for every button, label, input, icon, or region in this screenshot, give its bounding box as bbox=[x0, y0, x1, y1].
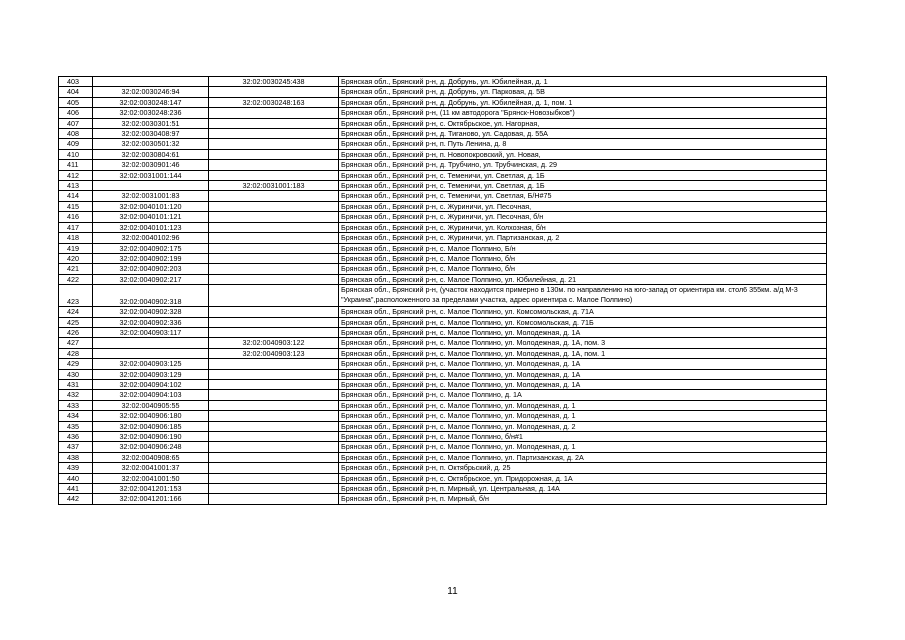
cadastral-number-2-cell bbox=[209, 484, 339, 494]
address-cell: Брянская обл., Брянский р-н, п. Новопокровский, ул. Новая, bbox=[339, 149, 827, 159]
address-cell: Брянская обл., Брянский р-н, с. Малое Полпино, б/н bbox=[339, 264, 827, 274]
address-cell: Брянская обл., Брянский р-н, с. Журиничи, ул. Колхозная, б/н bbox=[339, 222, 827, 232]
cadastral-number-2-cell: 32:02:0031001:183 bbox=[209, 181, 339, 191]
address-cell: Брянская обл., Брянский р-н, с. Малое Полпино, ул. Комсомольская, д. 71А bbox=[339, 307, 827, 317]
table-row bbox=[59, 307, 827, 317]
cadastral-number-2-cell bbox=[209, 390, 339, 400]
table-row bbox=[59, 338, 827, 348]
row-number-cell: 415 bbox=[59, 201, 93, 211]
cadastral-number-cell: 32:02:0030301:51 bbox=[93, 118, 209, 128]
cadastral-number-2-cell bbox=[209, 473, 339, 483]
row-number-cell: 432 bbox=[59, 390, 93, 400]
address-cell: Брянская обл., Брянский р-н, с. Малое Полпино, ул. Молодежная, д. 1А, пом. 1 bbox=[339, 348, 827, 358]
table-row bbox=[59, 432, 827, 442]
row-number-cell: 424 bbox=[59, 307, 93, 317]
cadastral-number-2-cell bbox=[209, 359, 339, 369]
cadastral-number-2-cell bbox=[209, 191, 339, 201]
cadastral-number-cell: 32:02:0041201:153 bbox=[93, 484, 209, 494]
cadastral-number-cell: 32:02:0040906:180 bbox=[93, 411, 209, 421]
address-cell: Брянская обл., Брянский р-н, п. Путь Ленина, д. 8 bbox=[339, 139, 827, 149]
cadastral-number-cell: 32:02:0031001:83 bbox=[93, 191, 209, 201]
address-cell: Брянская обл., Брянский р-н, п. Октябрьский, д. 25 bbox=[339, 463, 827, 473]
address-cell: Брянская обл., Брянский р-н, с. Теменичи, ул. Светлая, д. 1Б bbox=[339, 181, 827, 191]
address-cell: Брянская обл., Брянский р-н, с. Теменичи, ул. Светлая, д. 1Б bbox=[339, 170, 827, 180]
row-number-cell: 405 bbox=[59, 97, 93, 107]
cadastral-number-cell: 32:02:0040902:203 bbox=[93, 264, 209, 274]
address-cell: Брянская обл., Брянский р-н, с. Малое Полпино, ул. Молодежная, д. 1 bbox=[339, 411, 827, 421]
parcels-table bbox=[58, 76, 827, 505]
row-number-cell: 436 bbox=[59, 432, 93, 442]
table-row bbox=[59, 494, 827, 504]
cadastral-number-2-cell bbox=[209, 463, 339, 473]
cadastral-number-cell: 32:02:0030804:61 bbox=[93, 149, 209, 159]
row-number-cell: 437 bbox=[59, 442, 93, 452]
cadastral-number-2-cell bbox=[209, 264, 339, 274]
cadastral-number-cell: 32:02:0040908:65 bbox=[93, 452, 209, 462]
address-cell: Брянская обл., Брянский р-н, д. Добрунь, ул. Юбилейная, д. 1 bbox=[339, 77, 827, 87]
table-row bbox=[59, 243, 827, 253]
address-cell: Брянская обл., Брянский р-н, д. Добрунь, ул. Парковая, д. 5В bbox=[339, 87, 827, 97]
row-number-cell: 411 bbox=[59, 160, 93, 170]
cadastral-number-2-cell bbox=[209, 149, 339, 159]
address-cell: Брянская обл., Брянский р-н, с. Журиничи, ул. Партизанская, д. 2 bbox=[339, 233, 827, 243]
table-row bbox=[59, 264, 827, 274]
cadastral-number-cell: 32:02:0040101:121 bbox=[93, 212, 209, 222]
cadastral-number-cell: 32:02:0040903:117 bbox=[93, 327, 209, 337]
cadastral-number-2-cell bbox=[209, 274, 339, 284]
address-cell: Брянская обл., Брянский р-н, с. Октябрьское, ул. Нагорная, bbox=[339, 118, 827, 128]
table-row bbox=[59, 160, 827, 170]
cadastral-number-2-cell bbox=[209, 139, 339, 149]
address-cell: Брянская обл., Брянский р-н, д. Трубчино, ул. Трубчинская, д. 29 bbox=[339, 160, 827, 170]
cadastral-number-2-cell: 32:02:0040903:123 bbox=[209, 348, 339, 358]
table-row bbox=[59, 369, 827, 379]
address-cell: Брянская обл., Брянский р-н, с. Малое Полпино, д. 1А bbox=[339, 390, 827, 400]
cadastral-number-2-cell bbox=[209, 201, 339, 211]
cadastral-number-2-cell bbox=[209, 160, 339, 170]
cadastral-number-cell: 32:02:0040904:102 bbox=[93, 379, 209, 389]
cadastral-number-cell: 32:02:0040903:129 bbox=[93, 369, 209, 379]
table-row bbox=[59, 201, 827, 211]
address-cell: Брянская обл., Брянский р-н, с. Малое Полпино, ул. Молодежная, д. 1А bbox=[339, 369, 827, 379]
table-row bbox=[59, 473, 827, 483]
row-number-cell: 438 bbox=[59, 452, 93, 462]
address-cell: Брянская обл., Брянский р-н, с. Малое Полпино, Б/н bbox=[339, 243, 827, 253]
row-number-cell: 418 bbox=[59, 233, 93, 243]
row-number-cell: 434 bbox=[59, 411, 93, 421]
address-cell: Брянская обл., Брянский р-н, с. Малое Полпино, ул. Молодежная, д. 1А bbox=[339, 327, 827, 337]
cadastral-number-2-cell bbox=[209, 253, 339, 263]
row-number-cell: 421 bbox=[59, 264, 93, 274]
table-row bbox=[59, 253, 827, 263]
page-number: 11 bbox=[447, 586, 458, 597]
row-number-cell: 409 bbox=[59, 139, 93, 149]
cadastral-number-2-cell bbox=[209, 129, 339, 139]
cadastral-number-cell: 32:02:0040102:96 bbox=[93, 233, 209, 243]
cadastral-number-cell: 32:02:0041001:50 bbox=[93, 473, 209, 483]
cadastral-number-cell: 32:02:0030248:236 bbox=[93, 108, 209, 118]
address-cell: Брянская обл., Брянский р-н, с. Малое Полпино, ул. Юбилейная, д. 21 bbox=[339, 274, 827, 284]
address-cell: Брянская обл., Брянский р-н, с. Малое Полпино, ул. Молодежная, д. 2 bbox=[339, 421, 827, 431]
address-cell: Брянская обл., Брянский р-н, с. Малое Полпино, ул. Комсомольская, д. 71Б bbox=[339, 317, 827, 327]
cadastral-number-cell: 32:02:0040905:55 bbox=[93, 400, 209, 410]
row-number-cell: 439 bbox=[59, 463, 93, 473]
table-row bbox=[59, 149, 827, 159]
cadastral-number-2-cell bbox=[209, 307, 339, 317]
address-cell: Брянская обл., Брянский р-н, с. Малое Полпино, ул. Молодежная, д. 1А, пом. 3 bbox=[339, 338, 827, 348]
address-cell: Брянская обл., Брянский р-н, с. Малое Полпино, б/н#1 bbox=[339, 432, 827, 442]
row-number-cell: 441 bbox=[59, 484, 93, 494]
row-number-cell: 420 bbox=[59, 253, 93, 263]
table-row bbox=[59, 108, 827, 118]
row-number-cell: 403 bbox=[59, 77, 93, 87]
table-row bbox=[59, 129, 827, 139]
table-row bbox=[59, 285, 827, 307]
cadastral-number-2-cell bbox=[209, 243, 339, 253]
row-number-cell: 412 bbox=[59, 170, 93, 180]
table-row bbox=[59, 411, 827, 421]
cadastral-number-cell: 32:02:0040902:328 bbox=[93, 307, 209, 317]
cadastral-number-cell: 32:02:0031001:144 bbox=[93, 170, 209, 180]
table-row bbox=[59, 233, 827, 243]
cadastral-number-cell: 32:02:0040902:336 bbox=[93, 317, 209, 327]
cadastral-number-2-cell bbox=[209, 421, 339, 431]
cadastral-number-2-cell bbox=[209, 118, 339, 128]
row-number-cell: 408 bbox=[59, 129, 93, 139]
cadastral-number-2-cell bbox=[209, 233, 339, 243]
parcels-table-body bbox=[59, 77, 827, 505]
table-row bbox=[59, 452, 827, 462]
cadastral-number-2-cell bbox=[209, 432, 339, 442]
cadastral-number-cell: 32:02:0040903:125 bbox=[93, 359, 209, 369]
table-row bbox=[59, 327, 827, 337]
cadastral-number-cell: 32:02:0040902:217 bbox=[93, 274, 209, 284]
address-cell: Брянская обл., Брянский р-н, (11 км автодорога "Брянск-Новозыбков") bbox=[339, 108, 827, 118]
table-row bbox=[59, 359, 827, 369]
table-row bbox=[59, 421, 827, 431]
row-number-cell: 422 bbox=[59, 274, 93, 284]
cadastral-number-cell: 32:02:0030408:97 bbox=[93, 129, 209, 139]
row-number-cell: 417 bbox=[59, 222, 93, 232]
row-number-cell: 419 bbox=[59, 243, 93, 253]
table-row bbox=[59, 274, 827, 284]
table-row bbox=[59, 118, 827, 128]
row-number-cell: 406 bbox=[59, 108, 93, 118]
row-number-cell: 442 bbox=[59, 494, 93, 504]
table-row bbox=[59, 212, 827, 222]
row-number-cell: 427 bbox=[59, 338, 93, 348]
cadastral-number-2-cell bbox=[209, 285, 339, 307]
cadastral-number-cell: 32:02:0030901:46 bbox=[93, 160, 209, 170]
address-cell: Брянская обл., Брянский р-н, (участок находится примерно в 130м. по направлению на юго-запад от ориентира км. стол6 355км. а/д М-3 "Украина",расположенного за пределами участка, адрес ориентира с. Малое Полпино) bbox=[339, 285, 827, 307]
row-number-cell: 433 bbox=[59, 400, 93, 410]
cadastral-number-2-cell bbox=[209, 87, 339, 97]
row-number-cell: 413 bbox=[59, 181, 93, 191]
cadastral-number-2-cell bbox=[209, 212, 339, 222]
table-row bbox=[59, 222, 827, 232]
table-row bbox=[59, 390, 827, 400]
cadastral-number-2-cell bbox=[209, 108, 339, 118]
address-cell: Брянская обл., Брянский р-н, с. Малое Полпино, ул. Молодежная, д. 1 bbox=[339, 442, 827, 452]
table-row bbox=[59, 170, 827, 180]
address-cell: Брянская обл., Брянский р-н, с. Малое Полпино, б/н bbox=[339, 253, 827, 263]
row-number-cell: 423 bbox=[59, 285, 93, 307]
cadastral-number-cell: 32:02:0040904:103 bbox=[93, 390, 209, 400]
address-cell: Брянская обл., Брянский р-н, п. Мирный, б/н bbox=[339, 494, 827, 504]
cadastral-number-2-cell bbox=[209, 452, 339, 462]
table-row bbox=[59, 348, 827, 358]
address-cell: Брянская обл., Брянский р-н, с. Журиничи, ул. Песочная, б/н bbox=[339, 212, 827, 222]
address-cell: Брянская обл., Брянский р-н, с. Теменичи, ул. Светлая, Б/Н#75 bbox=[339, 191, 827, 201]
cadastral-number-2-cell bbox=[209, 317, 339, 327]
cadastral-number-cell bbox=[93, 348, 209, 358]
cadastral-number-2-cell bbox=[209, 379, 339, 389]
address-cell: Брянская обл., Брянский р-н, с. Малое Полпино, ул. Молодежная, д. 1А bbox=[339, 379, 827, 389]
address-cell: Брянская обл., Брянский р-н, с. Малое Полпино, ул. Партизанская, д. 2А bbox=[339, 452, 827, 462]
row-number-cell: 430 bbox=[59, 369, 93, 379]
cadastral-number-2-cell bbox=[209, 170, 339, 180]
cadastral-number-cell: 32:02:0040101:123 bbox=[93, 222, 209, 232]
address-cell: Брянская обл., Брянский р-н, с. Малое Полпино, ул. Молодежная, д. 1 bbox=[339, 400, 827, 410]
cadastral-number-2-cell bbox=[209, 442, 339, 452]
row-number-cell: 429 bbox=[59, 359, 93, 369]
row-number-cell: 428 bbox=[59, 348, 93, 358]
cadastral-number-cell: 32:02:0041201:166 bbox=[93, 494, 209, 504]
cadastral-number-2-cell bbox=[209, 411, 339, 421]
cadastral-number-cell: 32:02:0040906:185 bbox=[93, 421, 209, 431]
cadastral-number-2-cell: 32:02:0030248:163 bbox=[209, 97, 339, 107]
cadastral-number-cell bbox=[93, 338, 209, 348]
table-row bbox=[59, 87, 827, 97]
address-cell: Брянская обл., Брянский р-н, с. Малое Полпино, ул. Молодежная, д. 1А bbox=[339, 359, 827, 369]
cadastral-number-2-cell: 32:02:0040903:122 bbox=[209, 338, 339, 348]
cadastral-number-cell: 32:02:0040906:248 bbox=[93, 442, 209, 452]
row-number-cell: 440 bbox=[59, 473, 93, 483]
cadastral-number-2-cell bbox=[209, 494, 339, 504]
cadastral-number-cell: 32:02:0040101:120 bbox=[93, 201, 209, 211]
row-number-cell: 426 bbox=[59, 327, 93, 337]
table-row bbox=[59, 317, 827, 327]
cadastral-number-2-cell bbox=[209, 369, 339, 379]
cadastral-number-cell: 32:02:0040906:190 bbox=[93, 432, 209, 442]
row-number-cell: 410 bbox=[59, 149, 93, 159]
address-cell: Брянская обл., Брянский р-н, с. Октябрьское, ул. Придорожная, д. 1А bbox=[339, 473, 827, 483]
table-row bbox=[59, 463, 827, 473]
row-number-cell: 407 bbox=[59, 118, 93, 128]
cadastral-number-cell: 32:02:0030246:94 bbox=[93, 87, 209, 97]
row-number-cell: 435 bbox=[59, 421, 93, 431]
cadastral-number-cell: 32:02:0040902:199 bbox=[93, 253, 209, 263]
cadastral-number-2-cell bbox=[209, 222, 339, 232]
cadastral-number-cell bbox=[93, 77, 209, 87]
table-row bbox=[59, 191, 827, 201]
row-number-cell: 416 bbox=[59, 212, 93, 222]
table-row bbox=[59, 181, 827, 191]
table-row bbox=[59, 442, 827, 452]
cadastral-number-cell: 32:02:0030248:147 bbox=[93, 97, 209, 107]
row-number-cell: 425 bbox=[59, 317, 93, 327]
cadastral-number-cell: 32:02:0040902:318 bbox=[93, 285, 209, 307]
table-row bbox=[59, 139, 827, 149]
cadastral-number-2-cell: 32:02:0030245:438 bbox=[209, 77, 339, 87]
cadastral-number-cell: 32:02:0030501:32 bbox=[93, 139, 209, 149]
address-cell: Брянская обл., Брянский р-н, д. Тиганово, ул. Садовая, д. 55А bbox=[339, 129, 827, 139]
cadastral-number-cell bbox=[93, 181, 209, 191]
address-cell: Брянская обл., Брянский р-н, п. Мирный, ул. Центральная, д. 14А bbox=[339, 484, 827, 494]
table-row bbox=[59, 484, 827, 494]
address-cell: Брянская обл., Брянский р-н, с. Журиничи, ул. Песочная, bbox=[339, 201, 827, 211]
cadastral-number-cell: 32:02:0040902:175 bbox=[93, 243, 209, 253]
address-cell: Брянская обл., Брянский р-н, д. Добрунь, ул. Юбилейная, д. 1, пом. 1 bbox=[339, 97, 827, 107]
table-row bbox=[59, 77, 827, 87]
row-number-cell: 404 bbox=[59, 87, 93, 97]
row-number-cell: 414 bbox=[59, 191, 93, 201]
table-row bbox=[59, 400, 827, 410]
row-number-cell: 431 bbox=[59, 379, 93, 389]
table-row bbox=[59, 379, 827, 389]
cadastral-number-cell: 32:02:0041001:37 bbox=[93, 463, 209, 473]
table-row bbox=[59, 97, 827, 107]
cadastral-number-2-cell bbox=[209, 327, 339, 337]
cadastral-number-2-cell bbox=[209, 400, 339, 410]
